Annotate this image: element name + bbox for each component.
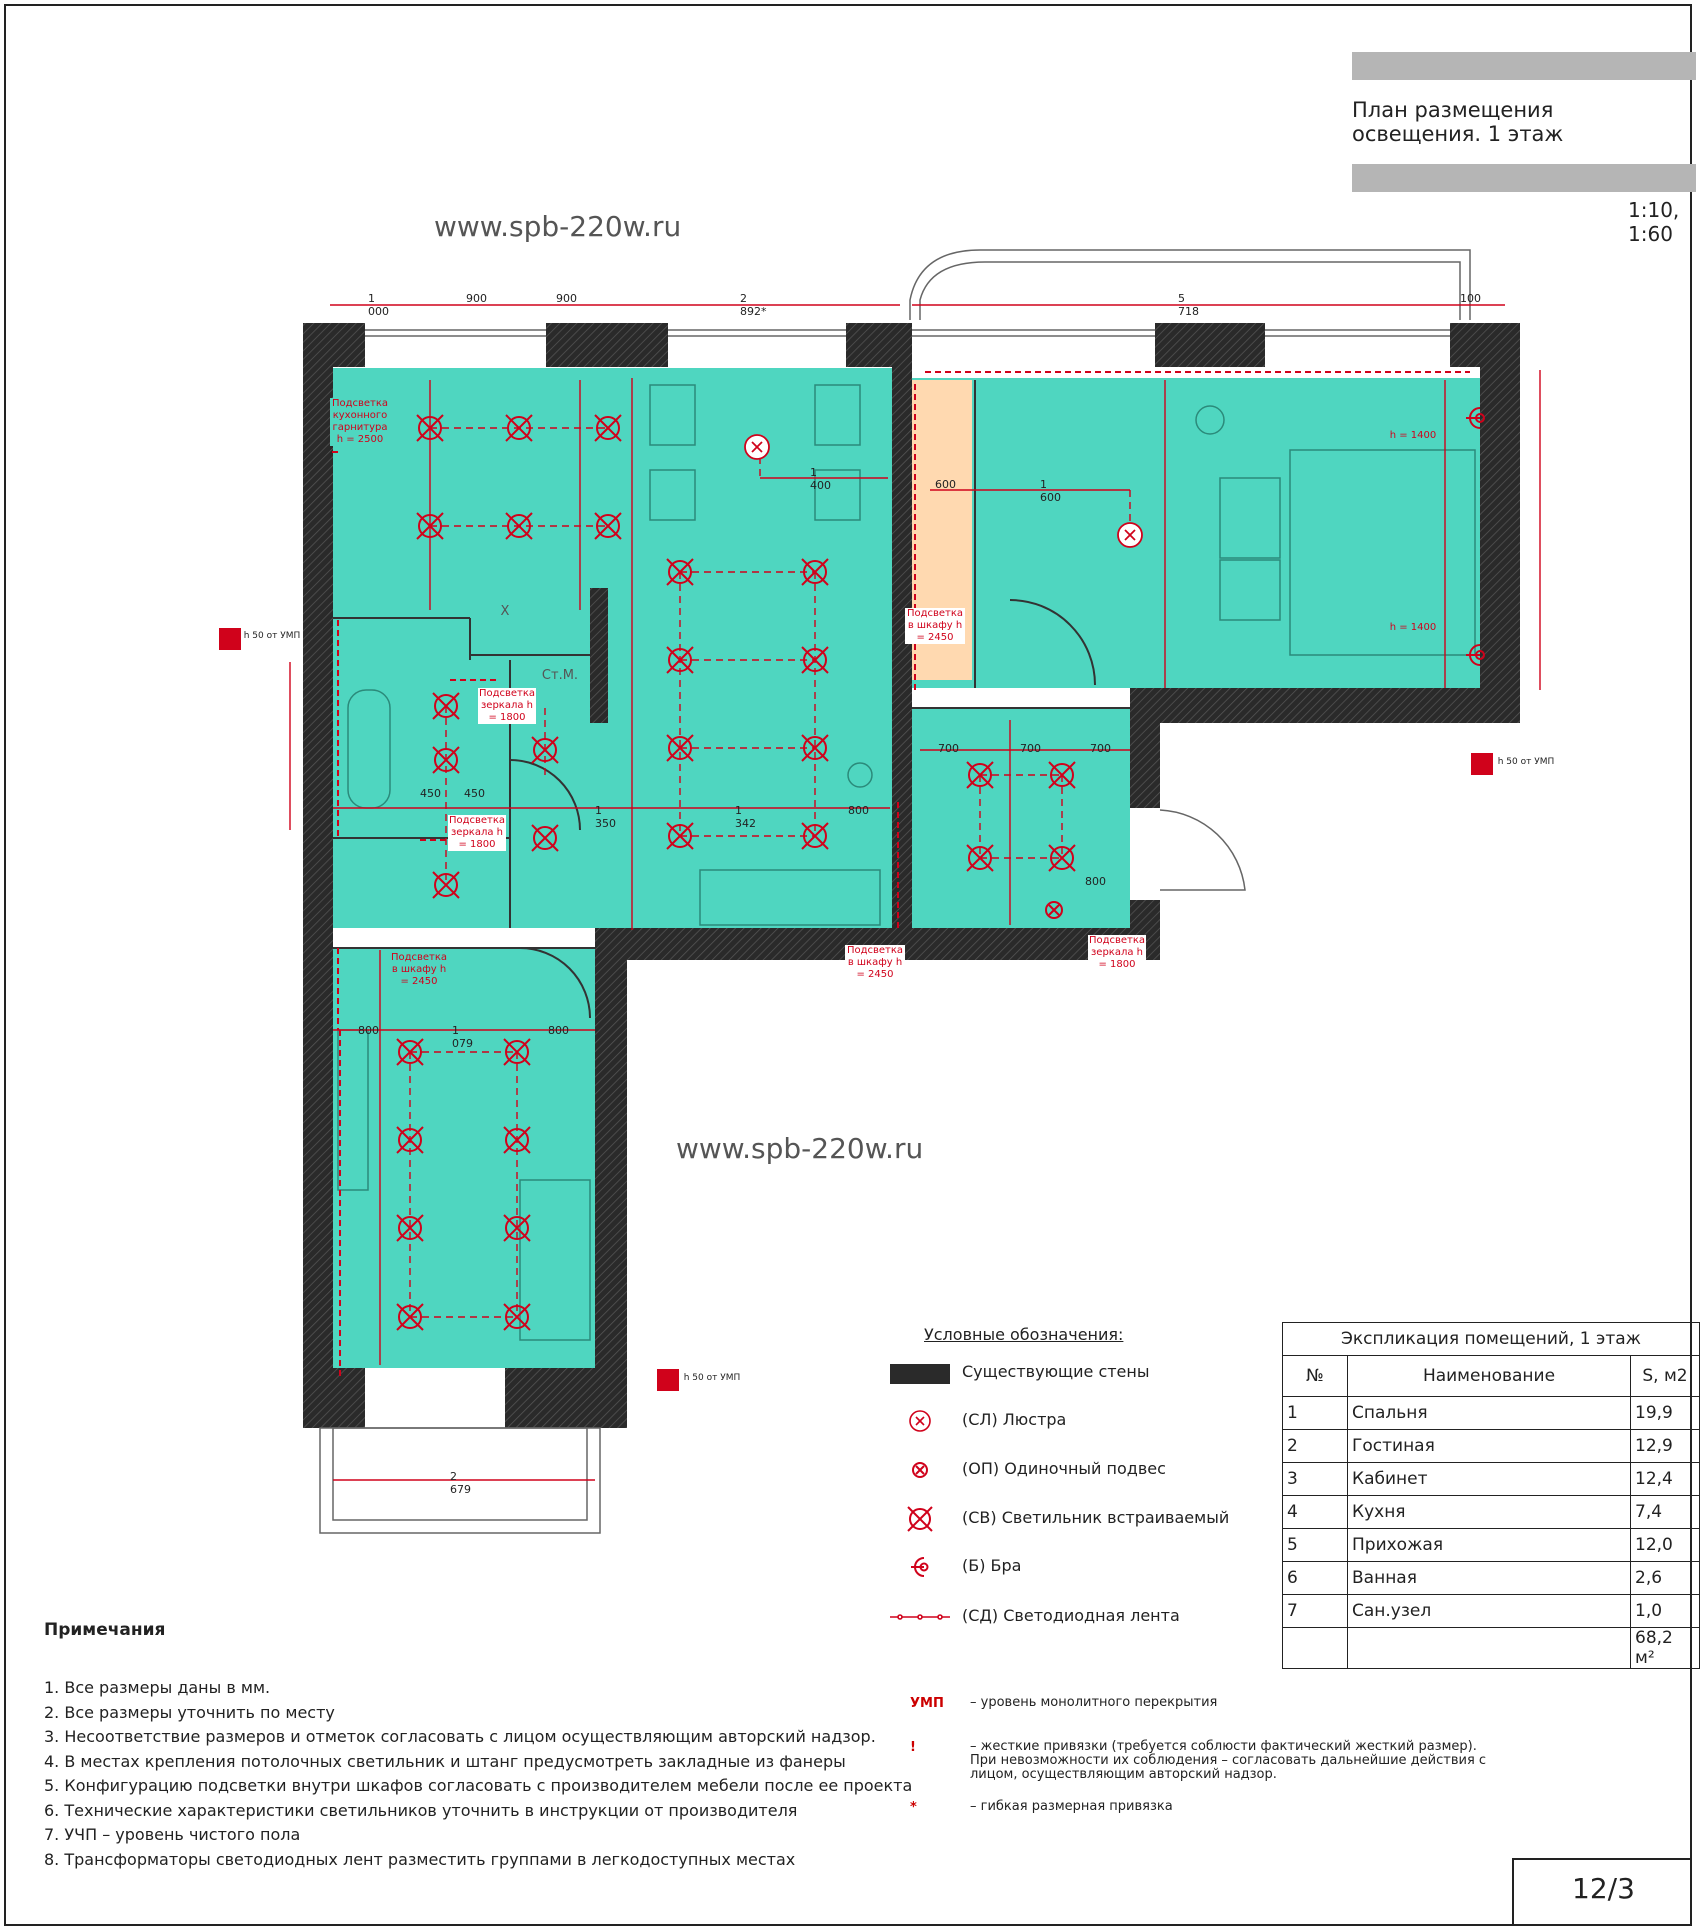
legend-label-led: (СД) Светодиодная лента (962, 1606, 1180, 1625)
cell-area: 19,9 (1631, 1397, 1700, 1430)
total-area: 68,2 м² (1631, 1628, 1700, 1669)
cell-name: Кабинет (1348, 1463, 1631, 1496)
table-total-row (1283, 1628, 1700, 1669)
legend-row-recessed (890, 1504, 1310, 1534)
table-row (1283, 1496, 1700, 1529)
cell-area: 12,9 (1631, 1430, 1700, 1463)
table-row (1283, 1562, 1700, 1595)
dim-top-6: 100 (1460, 292, 1481, 305)
table-row (1283, 1595, 1700, 1628)
notes-title: Примечания (44, 1620, 166, 1640)
chandelier-icon (890, 1406, 950, 1436)
label-marker-3: h 50 от УМП (683, 1373, 741, 1383)
cell-name: Кухня (1348, 1496, 1631, 1529)
abbr-key-flex: * (910, 1800, 917, 1815)
explication-table (1282, 1322, 1700, 1669)
abbr-key-hard: ! (910, 1740, 916, 1755)
label-closet-3: Подсветка в шкафу h = 2450 (388, 952, 450, 988)
legend-label-chandelier: (СЛ) Люстра (962, 1410, 1067, 1429)
col-area: S, м2 (1631, 1356, 1700, 1397)
cell-name: Спальня (1348, 1397, 1631, 1430)
legend-row-walls (890, 1358, 1310, 1388)
cell-number: 3 (1283, 1463, 1348, 1496)
label-marker-2: h 50 от УМП (1497, 757, 1555, 767)
cell-name: Ванная (1348, 1562, 1631, 1595)
dim-cab-800b: 800 (548, 1024, 569, 1037)
col-number: № (1283, 1356, 1348, 1397)
label-kitchen-light: Подсветка кухонного гарнитура h = 2500 (331, 398, 389, 445)
legend-label-walls: Существующие стены (962, 1362, 1150, 1381)
cell-area: 12,4 (1631, 1463, 1700, 1496)
abbr-text-ump: – уровень монолитного перекрытия (970, 1695, 1218, 1710)
dim-living-800: 800 (848, 804, 869, 817)
label-mirror-2: Подсветка зеркала h = 1800 (448, 815, 506, 850)
table-row (1283, 1529, 1700, 1562)
dim-cab-800a: 800 (358, 1024, 379, 1037)
label-closet-2: Подсветка в шкафу h = 2450 (846, 945, 904, 980)
cell-name: Гостиная (1348, 1430, 1631, 1463)
label-mirror-3: Подсветка зеркала h = 1800 (1088, 935, 1146, 970)
note-item: 3. Несоответствие размеров и отметок согласовать с лицом осуществляющим авторский надзор. (44, 1727, 876, 1746)
pendant-icon (890, 1455, 950, 1485)
watermark-middle: www.spb-220w.ru (676, 1132, 924, 1165)
dim-living-1342: 1 342 (735, 804, 756, 830)
dim-top-1: 1 000 (368, 292, 389, 318)
label-stm: Ст.М. (541, 668, 579, 683)
dim-living-1400: 1 400 (810, 466, 831, 492)
note-item: 4. В местах крепления потолочных светильник и штанг предусмотреть закладные из фанеры (44, 1751, 846, 1771)
table-row (1283, 1430, 1700, 1463)
legend-label-pendant: (ОП) Одиночный подвес (962, 1459, 1166, 1478)
dim-top-2: 900 (466, 292, 487, 305)
cell-number: 6 (1283, 1562, 1348, 1595)
watermark-top: www.spb-220w.ru (434, 210, 682, 243)
abbr-key-ump: УМП (910, 1696, 944, 1711)
cell-number: 1 (1283, 1397, 1348, 1430)
notes-list (44, 1676, 912, 1872)
dim-bath-450b: 450 (464, 787, 485, 800)
drawing-scale: 1:10, 1:60 (1628, 198, 1680, 246)
legend-label-recessed: (СВ) Светильник встраиваемый (962, 1508, 1230, 1527)
dim-bed-600: 600 (935, 478, 956, 491)
dim-hall-800: 800 (1085, 875, 1106, 888)
cell-number: 4 (1283, 1496, 1348, 1529)
note-item: 6. Технические характеристики светильников уточнить в инструкции от производителя (44, 1800, 798, 1820)
cell-number: 7 (1283, 1595, 1348, 1628)
legend-row-sconce (890, 1552, 1310, 1582)
dim-top-3: 900 (556, 292, 577, 305)
table-row (1283, 1463, 1700, 1496)
label-closet-1: Подсветка в шкафу h = 2450 (906, 608, 964, 643)
label-marker-1: h 50 от УМП (243, 631, 301, 641)
drawing-title: План размещения освещения. 1 этаж (1352, 98, 1564, 146)
note-item: 8. Трансформаторы светодиодных лент разместить группами в легкодоступных местах (44, 1849, 796, 1869)
col-name: Наименование (1348, 1356, 1631, 1397)
cell-number: 5 (1283, 1529, 1348, 1562)
cell-empty (1283, 1628, 1348, 1669)
cell-area: 1,0 (1631, 1595, 1700, 1628)
note-item: 2. Все размеры уточнить по месту (44, 1702, 335, 1722)
led-strip-icon (890, 1602, 950, 1632)
cell-area: 7,4 (1631, 1496, 1700, 1529)
cell-area: 12,0 (1631, 1529, 1700, 1562)
dim-cab-2679: 2 679 (450, 1470, 471, 1496)
dim-cab-1079: 1 079 (452, 1024, 473, 1050)
abbr-text-flex: – гибкая размерная привязка (970, 1799, 1173, 1814)
cell-name: Прихожая (1348, 1529, 1631, 1562)
cell-area: 2,6 (1631, 1562, 1700, 1595)
cell-name: Сан.узел (1348, 1595, 1631, 1628)
legend-row-led (890, 1602, 1310, 1632)
wall-swatch-icon (890, 1358, 950, 1388)
dim-hall-700a: 700 (938, 742, 959, 755)
dim-hall-700c: 700 (1090, 742, 1111, 755)
label-bra-2: h = 1400 (1389, 622, 1437, 633)
label-bra-1: h = 1400 (1389, 430, 1437, 441)
explication-title: Экспликация помещений, 1 этаж (1283, 1323, 1700, 1356)
legend-label-sconce: (Б) Бра (962, 1556, 1022, 1575)
dim-bath-450: 450 (420, 787, 441, 800)
label-mirror-1: Подсветка зеркала h = 1800 (478, 688, 536, 723)
note-item: 5. Конфигурацию подсветки внутри шкафов согласовать с производителем мебели после ее проекта (44, 1776, 913, 1795)
legend-row-pendant (890, 1455, 1310, 1485)
dim-hall-700b: 700 (1020, 742, 1041, 755)
cell-empty (1348, 1628, 1631, 1669)
table-row (1283, 1397, 1700, 1430)
note-item: 7. УЧП – уровень чистого пола (44, 1825, 301, 1844)
note-item: 1. Все размеры даны в мм. (44, 1678, 271, 1697)
dim-bed-1600: 1 600 (1040, 478, 1061, 504)
label-x: X (500, 604, 510, 619)
legend-row-chandelier (890, 1406, 1310, 1436)
dim-living-1350: 1 350 (595, 804, 616, 830)
sheet-number: 12/3 (1572, 1872, 1635, 1905)
abbr-text-hard: – жесткие привязки (требуется соблюсти фактический жесткий размер). При невозможности их соблюдения – согласовать дальнейшие действия с лицом, осуществляющим авторский надзор. (970, 1739, 1487, 1782)
recessed-light-icon (890, 1504, 950, 1534)
dim-top-4: 2 892* (740, 292, 767, 318)
cell-number: 2 (1283, 1430, 1348, 1463)
dim-top-5: 5 718 (1178, 292, 1199, 318)
sconce-icon (890, 1552, 950, 1582)
legend-title: Условные обозначения: (924, 1325, 1124, 1344)
